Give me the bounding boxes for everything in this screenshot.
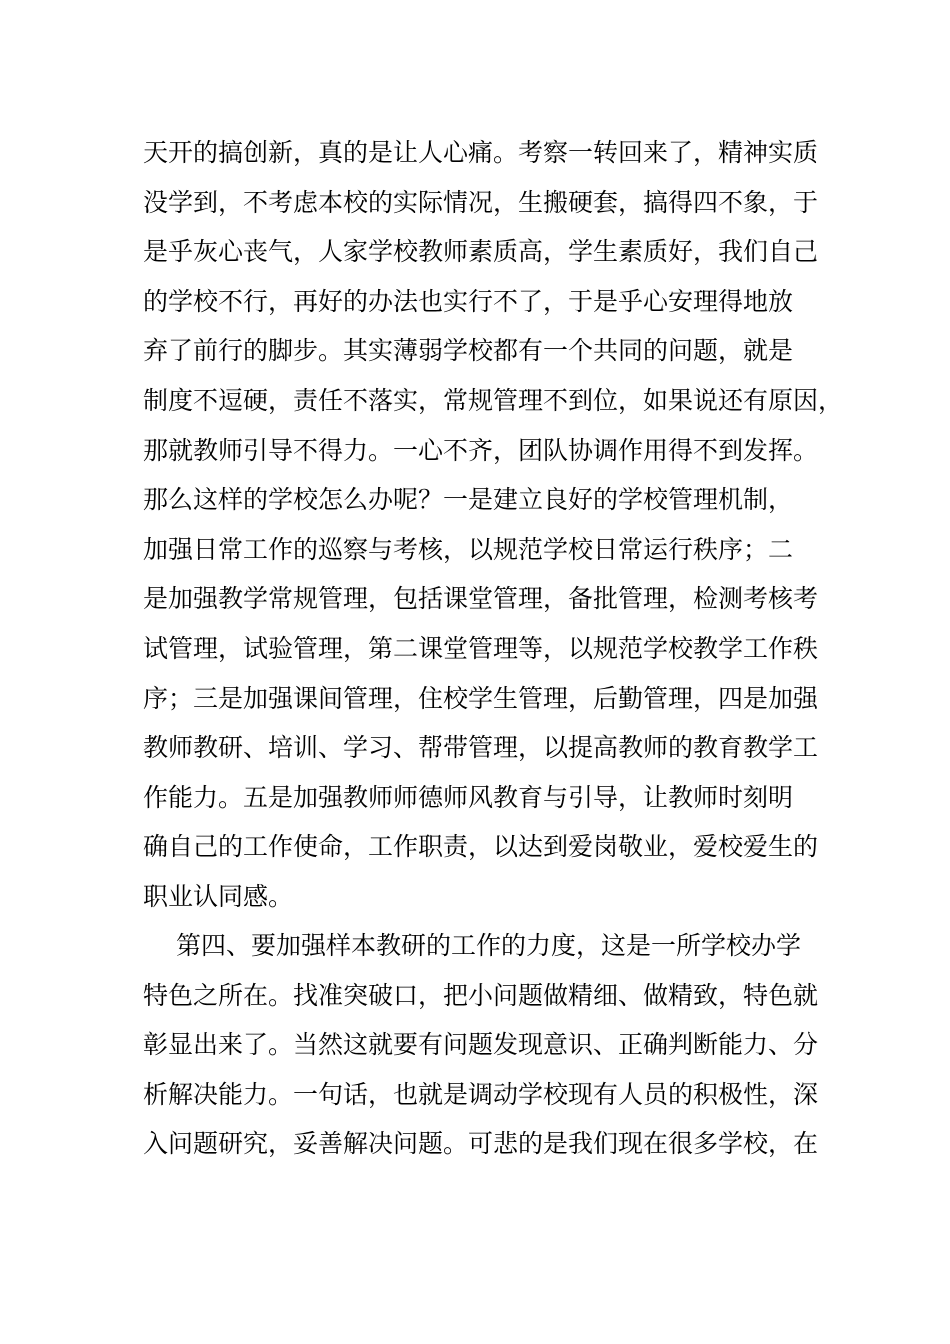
text-line: 彰显出来了。当然这就要有问题发现意识、正确判断能力、分 — [143, 1030, 819, 1060]
text-line: 那就教师引导不得力。一心不齐，团队协调作用得不到发挥。 — [143, 435, 819, 465]
text-line: 试管理，试验管理，第二课堂管理等，以规范学校教学工作秩 — [143, 633, 819, 663]
text-line: 第四、要加强样本教研的工作的力度，这是一所学校办学 — [176, 931, 802, 960]
text-line: 的学校不行，再好的办法也实行不了，于是乎心安理得地放 — [143, 286, 794, 316]
text-line: 析解决能力。一句话，也就是调动学校现有人员的积极性，深 — [143, 1079, 819, 1109]
paragraph-2 — [143, 921, 823, 1169]
text-line: 是加强教学常规管理，包括课堂管理，备批管理，检测考核考 — [143, 584, 819, 614]
text-line: 确自己的工作使命，工作职责，以达到爱岗敬业，爱校爱生的 — [143, 832, 819, 862]
paragraph-1 — [143, 128, 844, 922]
text-line: 职业认同感。 — [143, 881, 294, 911]
text-line: 制度不逗硬，责任不落实，常规管理不到位，如果说还有原因， — [143, 385, 844, 415]
text-line: 没学到，不考虑本校的实际情况，生搬硬套，搞得四不象，于 — [143, 187, 819, 217]
text-line: 弃了前行的脚步。其实薄弱学校都有一个共同的问题，就是 — [143, 336, 794, 366]
text-line: 加强日常工作的巡察与考核，以规范学校日常运行秩序；二 — [143, 534, 794, 564]
text-line: 入问题研究，妥善解决问题。可悲的是我们现在很多学校，在 — [143, 1129, 819, 1159]
text-line: 序；三是加强课间管理，住校学生管理，后勤管理，四是加强 — [143, 683, 819, 713]
text-line: 天开的搞创新，真的是让人心痛。考察一转回来了，精神实质 — [143, 138, 819, 167]
text-line: 特色之所在。找准突破口，把小问题做精细、做精致，特色就 — [143, 980, 819, 1010]
text-line: 那么这样的学校怎么办呢？一是建立良好的学校管理机制， — [143, 485, 794, 515]
text-line: 是乎灰心丧气，人家学校教师素质高，学生素质好，我们自己 — [143, 237, 819, 267]
text-line: 作能力。五是加强教师师德师风教育与引导，让教师时刻明 — [143, 782, 794, 812]
text-line: 教师教研、培训、学习、帮带管理，以提高教师的教育教学工 — [143, 733, 819, 763]
